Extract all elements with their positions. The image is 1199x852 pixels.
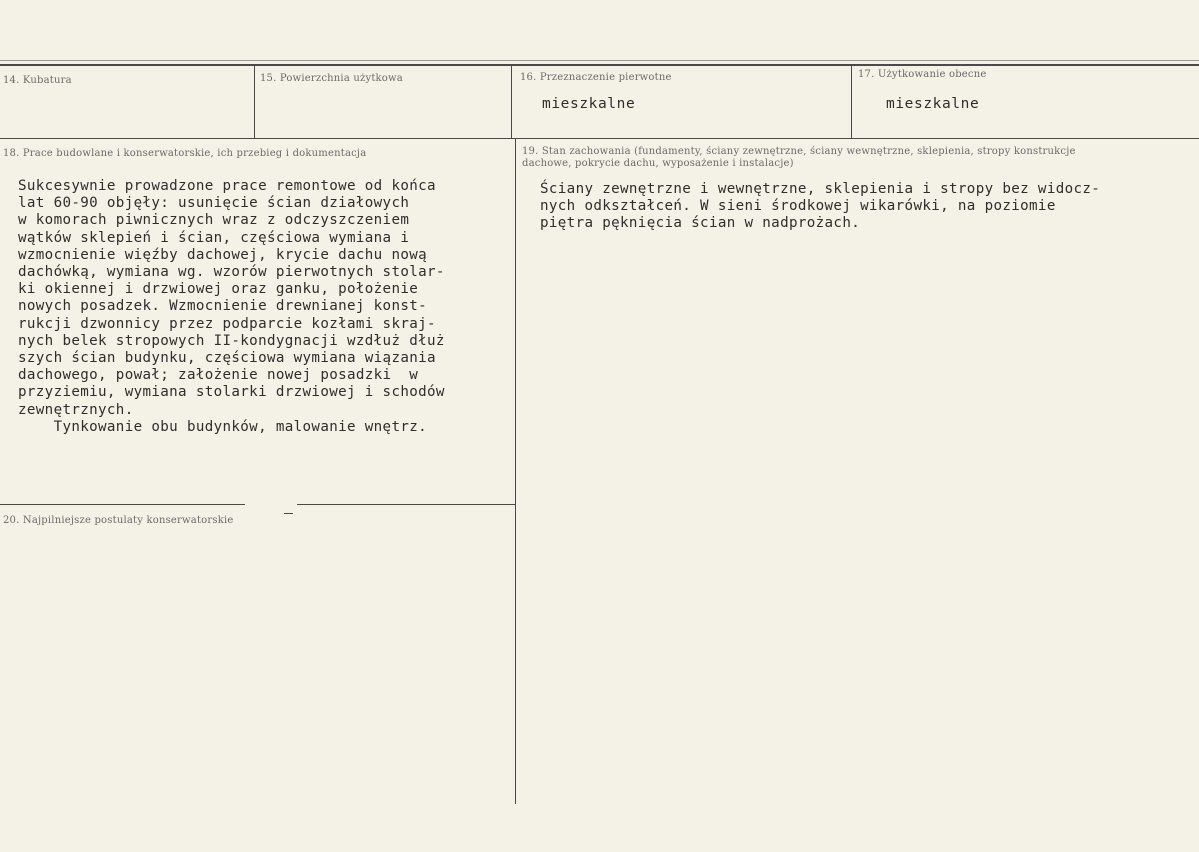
top-rule: [0, 64, 1199, 66]
powierzchnia-label: 15. Powierzchnia użytkowa: [260, 73, 403, 84]
divider-18-19: [515, 139, 516, 804]
postulaty-label: 20. Najpilniejsze postulaty konserwatorskie: [3, 515, 234, 526]
prace-budowlane-label: 18. Prace budowlane i konserwatorskie, ich przebieg i dokumentacja: [3, 148, 367, 159]
middle-rule: [0, 138, 1199, 139]
przeznaczenie-value: mieszkalne: [542, 96, 636, 112]
divider-14-15: [254, 65, 255, 138]
top-edge-line: [0, 60, 1199, 61]
stan-zachowania-label: 19. Stan zachowania (fundamenty, ściany zewnętrzne, ściany wewnętrzne, sklepienia, stropy konstrukcje dachowe, pokrycie dachu, wyposażenie i instalacje): [522, 146, 1076, 169]
dash-mark: [284, 513, 293, 514]
uzytkowanie-label: 17. Użytkowanie obecne: [858, 69, 987, 80]
divider-15-16: [511, 65, 512, 138]
przeznaczenie-label: 16. Przeznaczenie pierwotne: [520, 72, 672, 83]
prace-budowlane-text: Sukcesywnie prowadzone prace remontowe od końca lat 60-90 objęły: usunięcie ścian działowych w komorach piwnicznych wraz z odczyszczeniem wątków sklepień i ścian, częściowa wymiana i wzmocnienie więźby dachowej, krycie dachu nową dachówką, wymiana wg. wzorów pierwotnych stolar- ki okiennej i drzwiowej oraz ganku, położenie nowych posadzek. Wzmocnienie drewnianej konst- rukcji dzwonnicy przez podparcie kozłami skraj- nych belek stropowych II-kondygnacji wzdłuż dłuż szych ścian budynku, częściowa wymiana wiązania dachowego, pował; założenie nowej posadzki w przyziemiu, wymiana stolarki drzwiowej i schodów zewnętrznych. Tynkowanie obu budynków, malowanie wnętrz.: [18, 178, 445, 435]
separator-20-left: [0, 504, 245, 505]
separator-20-right: [297, 504, 515, 505]
divider-16-17: [851, 65, 852, 138]
kubatura-label: 14. Kubatura: [3, 75, 72, 86]
uzytkowanie-value: mieszkalne: [886, 96, 980, 112]
stan-zachowania-text: Ściany zewnętrzne i wewnętrzne, sklepienia i stropy bez widocz- nych odkształceń. W sieni środkowej wikarówki, na poziomie piętra pęknięcia ścian w nadprożach.: [540, 181, 1101, 232]
